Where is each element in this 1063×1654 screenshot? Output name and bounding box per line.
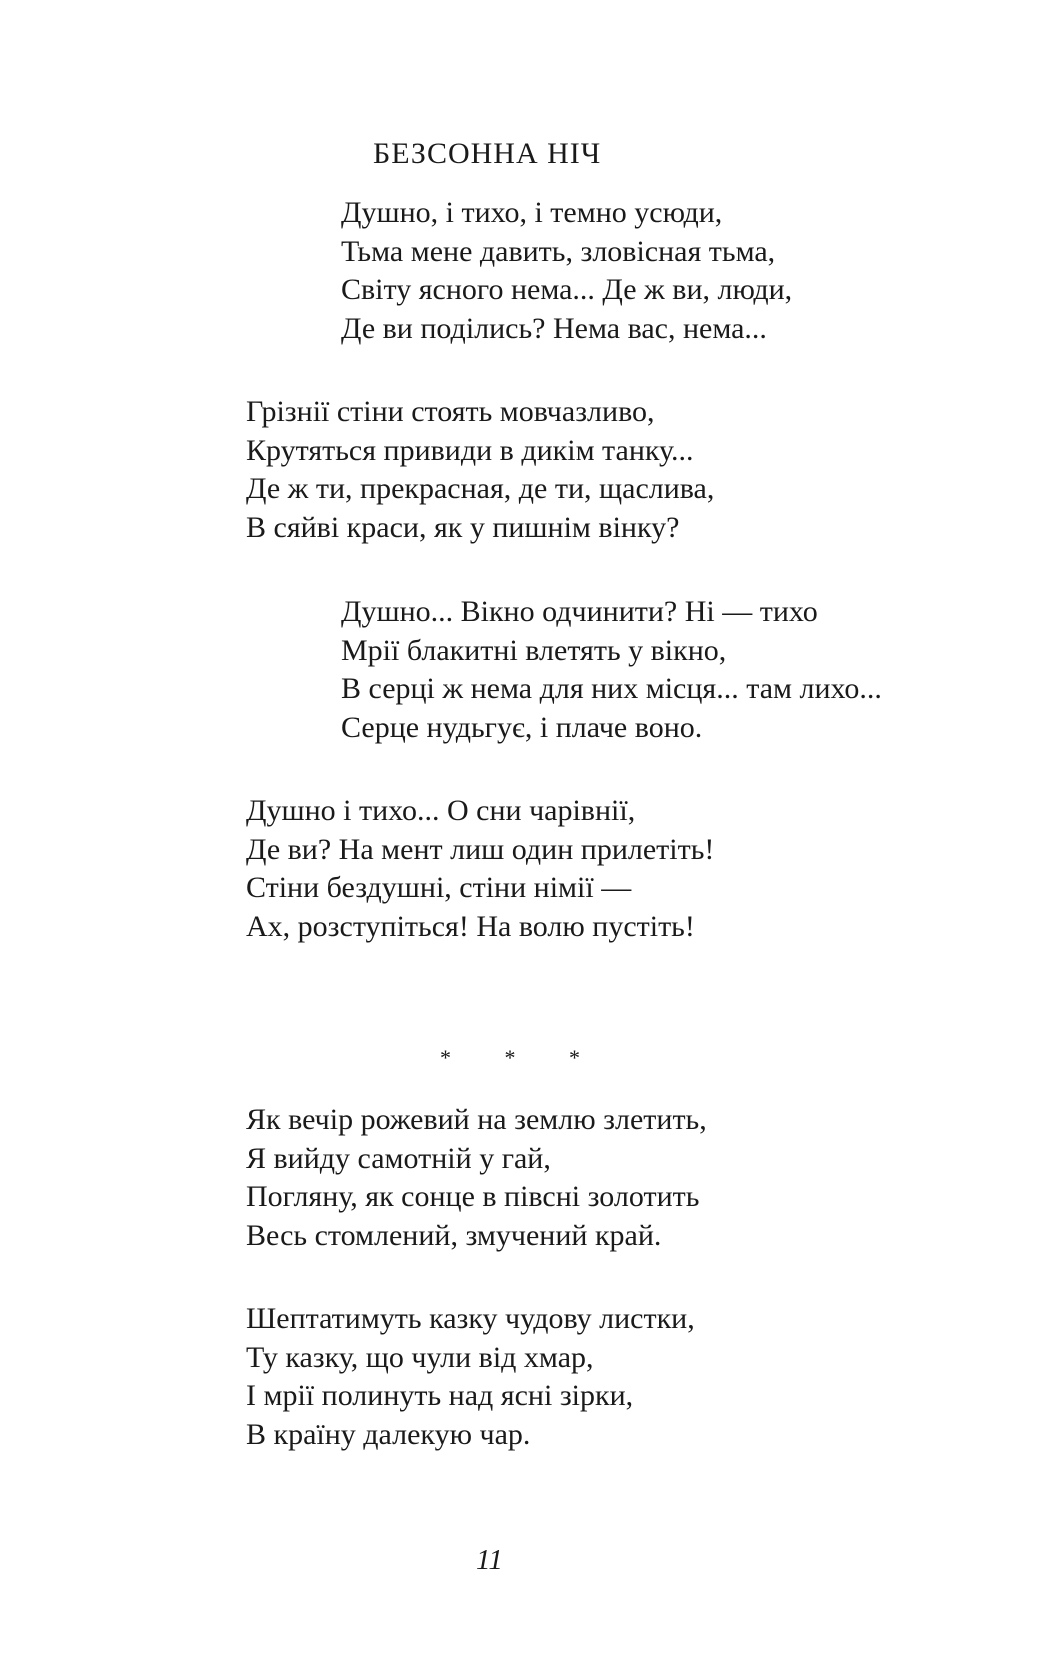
poem-line: Весь стомлений, змучений край.: [246, 1218, 662, 1252]
poem-line: Я вийду самотній у гай,: [246, 1141, 551, 1175]
poem1-stanza-2: [246, 393, 714, 547]
poem-line: Душно... Вікно одчинити? Ні — тихо: [341, 595, 818, 628]
poem-line: Душно і тихо... О сни чарівнії,: [246, 794, 636, 827]
poem-line: Ах, розступіться! На волю пустіть!: [246, 909, 695, 943]
poem-line: В серці ж нема для них місця... там лихо...: [341, 672, 882, 705]
poem-line: Мрії блакитні влетять у вікно,: [341, 633, 727, 667]
poem2-stanza-1: [246, 1101, 707, 1255]
poem-line: Світу ясного нема... Де ж ви, люди,: [341, 273, 793, 306]
poem-line: Як вечір рожевий на землю злетить,: [246, 1103, 707, 1136]
poem2-stanza-2: [246, 1300, 695, 1454]
poem-line: Грізнії стіни стоять мовчазливо,: [246, 395, 655, 428]
poem-line: Де ви? На мент лиш один прилетіть!: [246, 832, 715, 866]
poem1-stanza-1: [341, 194, 792, 348]
poem-line: В країну далекую чар.: [246, 1417, 531, 1451]
poem-line: Погляну, як сонце в півсні золотить: [246, 1180, 700, 1213]
poem1-stanza-3: [341, 593, 882, 747]
poem-line: Шептатимуть казку чудову листки,: [246, 1302, 695, 1335]
poem-line: Серце нудьгує, і плаче воно.: [341, 710, 703, 744]
poem-title: БЕЗСОННА НІЧ: [373, 137, 602, 170]
page-number: 11: [476, 1544, 503, 1576]
poem1-stanza-4: [246, 792, 714, 946]
poem-line: Душно, і тихо, і темно усюди,: [341, 196, 723, 229]
poem-line: Ту казку, що чули від хмар,: [246, 1340, 594, 1374]
poem-line: Крутяться привиди в дикім танку...: [246, 433, 694, 467]
poem-line: Стіни бездушні, стіни німії —: [246, 871, 632, 904]
poem-line: Де ви поділись? Нема вас, нема...: [341, 311, 767, 345]
section-separator: * * *: [440, 1045, 604, 1070]
poem-line: І мрії полинуть над ясні зірки,: [246, 1379, 634, 1412]
poem-line: В сяйві краси, як у пишнім вінку?: [246, 510, 680, 544]
poem-line: Де ж ти, прекрасная, де ти, щаслива,: [246, 472, 715, 505]
poem-line: Тьма мене давить, зловісная тьма,: [341, 234, 776, 268]
